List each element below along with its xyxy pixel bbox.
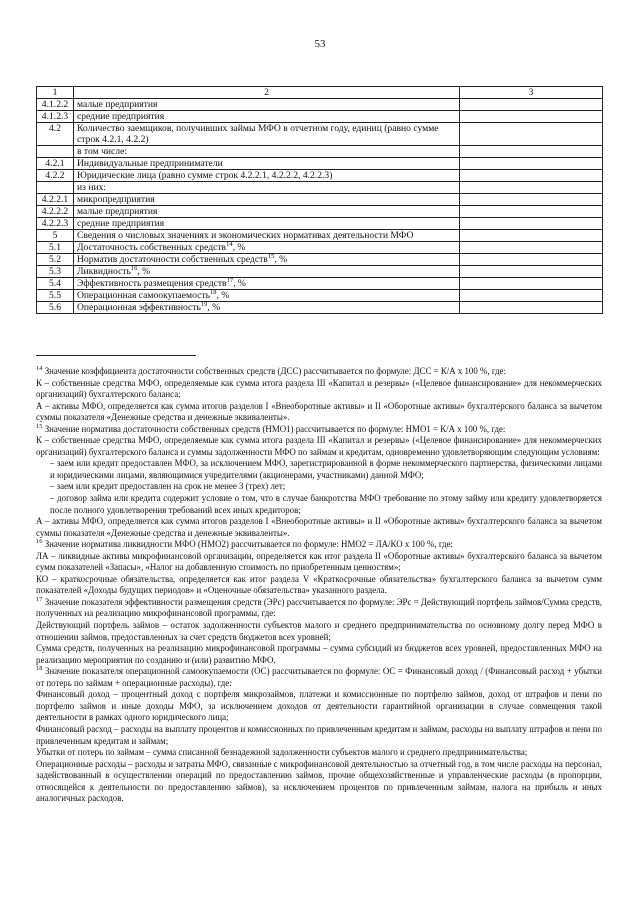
footnote-line <box>36 458 602 481</box>
row-code: 4.2.1 <box>37 158 74 170</box>
footnote-text: Значение коэффициента достаточности собственных средств (ДСС) рассчитывается по формуле: ДСС = К/А x 100 %, где: <box>44 366 506 376</box>
row-label <box>74 230 460 242</box>
row-label-text: микропредприятия <box>77 194 155 205</box>
row-label-text: средние предприятия <box>77 111 165 122</box>
row-label-text: малые предприятия <box>77 206 158 217</box>
footnote-number: 18 <box>36 665 43 673</box>
row-code: 5.3 <box>37 266 74 278</box>
row-value <box>460 254 603 266</box>
footnote-ref: 19 <box>200 300 208 308</box>
header-col-3: 3 <box>460 87 603 99</box>
footnote-text: Значение показателя операционной самоокупаемости (ОС) рассчитывается по формуле: ОС = Финансовый доход / (Финансовый расход + убытки от потерь по займам + операционные расходы), где: <box>36 666 602 688</box>
footnote <box>36 424 602 436</box>
row-code: 4.2 <box>37 123 74 146</box>
footnote-text: Значение показателя эффективности размещения средств (ЭРс) рассчитывается по формуле: ЭРс = Действующий портфель займов/Сумма средств, полученных на реализацию микрофинансовой программы, где: <box>36 596 603 619</box>
footnote-line <box>36 378 602 401</box>
row-label <box>74 254 460 266</box>
row-code: 5.2 <box>37 254 74 266</box>
row-label-text: Операционная самоокупаемость <box>77 290 210 301</box>
row-label-text: Количество заемщиков, получивших займы МФО в отчетном году, единиц (равно сумме строк 4.2.1, 4.2.2) <box>77 123 439 145</box>
footnote-text: К – собственные средства МФО, определяемые как сумма итога раздела III «Капитал и резервы» («Целевое финансирование» для некоммерческих организаций) бухгалтерского баланса и суммы задолженности МФО по займам и кредитам, одновременно удовлетворяющим следующим условиям: <box>36 435 602 457</box>
footnote-line <box>36 574 602 597</box>
row-label <box>74 99 460 111</box>
footnote-number: 16 <box>36 538 43 546</box>
row-unit: , % <box>233 278 246 289</box>
footnote-line <box>36 516 602 539</box>
footnote-text: – договор займа или кредита содержит условие о том, что в случае банкротства МФО требование по этому займу или кредиту удовлетворяется после полного удовлетворения требований всех иных кредиторов; <box>50 493 602 515</box>
row-label-text: Юридические лица (равно сумме строк 4.2.2.1, 4.2.2.2, 4.2.2.3) <box>77 170 333 181</box>
row-value <box>460 302 603 314</box>
footnote <box>36 666 602 689</box>
footnote <box>36 539 602 551</box>
row-code: 4.2.2.1 <box>37 194 74 206</box>
footnote-line <box>36 401 602 424</box>
table-row <box>37 302 603 314</box>
table-row <box>37 158 603 170</box>
row-value <box>460 170 603 182</box>
footnote-text: Финансовый доход – процентный доход с портфеля микрозаймов, платежи и комиссионные по портфелю займов, доход от штрафов и пени по портфелю займов и иные доходы МФО, за исключением доходов от деятельности гарантийной организации в случае совмещения такой деятельности в рамках одного юридического лица; <box>36 689 602 723</box>
row-value <box>460 290 603 302</box>
table-row <box>37 254 603 266</box>
row-unit: , % <box>137 266 151 277</box>
row-label <box>74 182 460 194</box>
footnote-text: ЛА – ликвидные активы микрофинансовой организации, определяется как итог раздела II «Оборотные активы» бухгалтерского баланса за вычетом сумм показателей «Запасы», «Налог на добавленную стоимость по приобретенным ценностям»; <box>36 550 602 573</box>
footnote-line <box>36 481 602 493</box>
row-label <box>74 194 460 206</box>
footnote-ref: 16 <box>130 264 138 272</box>
footnote-line <box>36 435 602 458</box>
row-value <box>460 99 603 111</box>
footnote-ref: 15 <box>267 252 275 260</box>
row-code: 4.2.2.2 <box>37 206 74 218</box>
table-row <box>37 290 603 302</box>
table-body <box>37 87 603 314</box>
row-value <box>460 278 603 290</box>
row-label <box>74 206 460 218</box>
row-unit: , % <box>232 242 246 253</box>
footnote-text: А – активы МФО, определяется как сумма итогов разделов I «Внеоборотные активы» и II «Оборотные активы» бухгалтерского баланса за вычетом суммы показателя «Денежные средства и денежные эквиваленты». <box>36 400 602 423</box>
footnote <box>36 597 602 620</box>
table-row <box>37 242 603 254</box>
footnote <box>36 366 602 378</box>
table-row <box>37 170 603 182</box>
footnotes <box>36 366 602 805</box>
header-col-1: 1 <box>37 87 74 99</box>
footnote-ref: 14 <box>226 240 233 248</box>
row-code: 5.1 <box>37 242 74 254</box>
row-label-text: Эффективность размещения средств <box>77 278 227 289</box>
table-row <box>37 230 603 242</box>
footnote-ref: 18 <box>209 288 217 296</box>
footnote-line <box>36 747 602 759</box>
row-value <box>460 123 603 146</box>
row-code <box>37 146 74 158</box>
footnote-line <box>36 551 602 574</box>
table-row <box>37 218 603 230</box>
row-label-text: Норматив достаточности собственных средств <box>77 254 268 265</box>
row-code: 4.1.2.3 <box>37 111 74 123</box>
table-row <box>37 194 603 206</box>
footnote-text: Действующий портфель займов – остаток задолженности субъектов малого и среднего предпринимательства по основному долгу перед МФО в отношении займов, предоставленных за счет средств бюджетов всех уровней; <box>36 620 602 642</box>
footnote-text: КО – краткосрочные обязательства, определяется как итог раздела V «Краткосрочные обязательства» бухгалтерского баланса за вычетом сумм показателей «Доходы будущих периодов» и «Оценочные обязательства» указанного раздела. <box>36 573 602 596</box>
header-col-2: 2 <box>74 87 460 99</box>
table-row <box>37 111 603 123</box>
row-label <box>74 158 460 170</box>
row-label <box>74 290 460 302</box>
footnote-text: Финансовый расход – расходы на выплату процентов и комиссионных по привлеченным кредитам и займам, расходы на выплату штрафов и пени по привлеченным кредитам и займам; <box>36 723 602 746</box>
row-label <box>74 218 460 230</box>
footnote-text: Значение норматива ликвидности МФО (НМО2) рассчитывается по формуле: НМО2 = ЛА/КО x 100 %, где: <box>44 539 453 550</box>
footnote-number: 15 <box>36 422 43 430</box>
row-label-text: из них: <box>77 182 107 193</box>
row-code: 4.2.2 <box>37 170 74 182</box>
footnote-text: А – активы МФО, определяется как сумма итогов разделов I «Внеоборотные активы» и II «Оборотные активы» бухгалтерского баланса за вычетом суммы показателя «Денежные средства и денежные эквиваленты». <box>36 516 602 538</box>
row-label-text: малые предприятия <box>77 99 158 110</box>
row-code: 5.6 <box>37 302 74 314</box>
row-code: 5 <box>37 230 74 242</box>
table-row <box>37 146 603 158</box>
footnote-text: – заем или кредит предоставлен МФО, за исключением МФО, зарегистрированной в форме некоммерческого партнерства, физическими лицами и юридическими лицами, являющимися учредителями (акционерами, участниками) данной МФО; <box>50 458 602 480</box>
row-value <box>460 242 603 254</box>
row-label-text: Индивидуальные предприниматели <box>77 158 223 169</box>
row-value <box>460 194 603 206</box>
table-row <box>37 123 603 146</box>
row-value <box>460 206 603 218</box>
footnote-line <box>36 620 602 643</box>
row-unit: , % <box>216 290 230 301</box>
row-code: 5.5 <box>37 290 74 302</box>
footnote-line <box>36 759 602 805</box>
row-value <box>460 218 603 230</box>
row-value <box>460 158 603 170</box>
table-row <box>37 99 603 111</box>
footnote-text: Значение норматива достаточности собственных средств (НМО1) рассчитывается по формуле: НМО1 = К/А x 100 %, где: <box>44 423 506 434</box>
footnote-text: Сумма средств, полученных на реализацию микрофинансовой программы – сумма субсидий из бюджетов всех уровней, предоставленных МФО на реализацию мероприятия по созданию и (или) развитию МФО. <box>36 643 602 665</box>
row-label-text: Ликвидность <box>77 266 131 277</box>
row-unit: , % <box>207 302 221 313</box>
row-value <box>460 111 603 123</box>
footnote-number: 17 <box>36 595 43 603</box>
row-label <box>74 242 460 254</box>
footnote-text: – заем или кредит предоставлен на срок не менее 3 (трех) лет; <box>50 481 286 492</box>
row-code: 5.4 <box>37 278 74 290</box>
row-code: 4.2.2.3 <box>37 218 74 230</box>
table-row <box>37 206 603 218</box>
footnote-text: Операционные расходы – расходы и затраты МФО, связанные с микрофинансовой деятельностью за отчетный год, в том числе расходы на персонал, задействованный в осуществлении операций по предоставлению займов, прочие общехозяйственные и управленческие расходы (в пропорции, относящейся к деятельности по предоставлению займов), за исключением процентов по привлеченным займам, налога на прибыль и иных аналогичных расходов. <box>36 758 602 804</box>
row-code <box>37 182 74 194</box>
row-value <box>460 146 603 158</box>
footnote-line <box>36 493 602 516</box>
row-label <box>74 302 460 314</box>
row-label <box>74 266 460 278</box>
row-unit: , % <box>274 254 288 265</box>
footnote-text: К – собственные средства МФО, определяемые как сумма итога раздела III «Капитал и резервы» («Целевое финансирование» для некоммерческих организаций) бухгалтерского баланса; <box>36 377 602 400</box>
row-label <box>74 123 460 146</box>
row-value <box>460 230 603 242</box>
row-label <box>74 111 460 123</box>
row-value <box>460 266 603 278</box>
row-label <box>74 170 460 182</box>
footnote-line <box>36 689 602 724</box>
footnote-text: Убытки от потерь по займам – сумма списанной безнадежной задолженности субъектов малого и среднего предпринимательства; <box>36 747 528 758</box>
row-label <box>74 146 460 158</box>
footnote-line <box>36 643 602 666</box>
row-code: 4.1.2.2 <box>37 99 74 111</box>
row-label-text: средние предприятия <box>77 218 165 229</box>
row-label-text: Операционная эффективность <box>77 302 201 313</box>
row-label <box>74 278 460 290</box>
table-row <box>37 182 603 194</box>
footnote-separator <box>36 355 196 356</box>
table-row <box>37 278 603 290</box>
row-label-text: Достаточность собственных средств <box>77 242 227 253</box>
row-label-text: Сведения о числовых значениях и экономических нормативах деятельности МФО <box>77 230 414 241</box>
footnote-ref: 17 <box>226 276 234 284</box>
footnote-number: 14 <box>36 365 43 373</box>
table-header-row <box>37 87 603 99</box>
table-row <box>37 266 603 278</box>
page-number: 53 <box>314 38 326 50</box>
row-value <box>460 182 603 194</box>
footnote-line <box>36 724 602 747</box>
report-table <box>36 86 603 314</box>
row-label-text: в том числе: <box>77 146 128 157</box>
